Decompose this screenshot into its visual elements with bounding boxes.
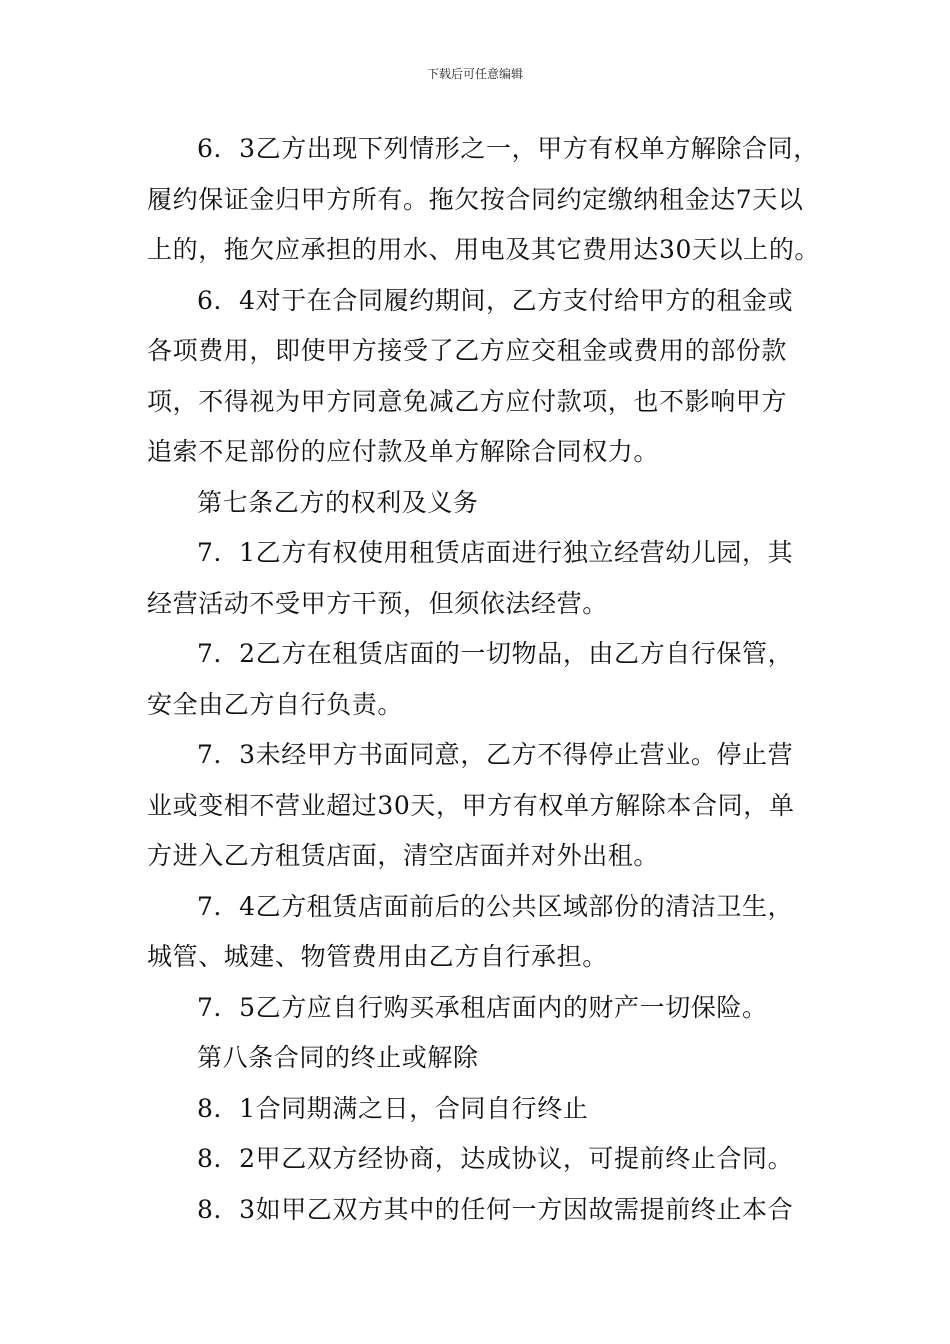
document-body xyxy=(147,124,821,1235)
text-line: 追索不足部份的应付款及单方解除合同权力。 xyxy=(147,437,660,466)
paragraph-8-1 xyxy=(147,1084,812,1135)
text-line: 8．3如甲乙双方其中的任何一方因故需提前终止本合 xyxy=(197,1194,794,1224)
paragraph-7-4 xyxy=(147,882,812,983)
text-line: 7．5乙方应自行购买承租店面内的财产一切保险。 xyxy=(197,992,768,1022)
paragraph-8-3 xyxy=(147,1185,812,1236)
paragraph-7-5 xyxy=(147,983,812,1034)
text-line: 各项费用，即使甲方接受了乙方应交租金或费用的部份款 xyxy=(147,336,788,365)
page-header: 下载后可任意编辑 xyxy=(426,67,523,81)
text-line: 7．1乙方有权使用租赁店面进行独立经营幼儿园，其 xyxy=(197,538,794,567)
text-line: 经营活动不受甲方干预，但须依法经营。 xyxy=(147,588,608,618)
section-heading-article-7 xyxy=(147,478,812,529)
paragraph-6-4 xyxy=(147,276,812,478)
text-line: 第七条乙方的权利及义务 xyxy=(197,487,479,517)
section-heading-article-8 xyxy=(147,1033,812,1084)
text-line: 7．4乙方租赁店面前后的公共区域部份的清洁卫生， xyxy=(197,891,794,921)
text-line: 业或变相不营业超过30天，甲方有权单方解除本合同，单 xyxy=(147,790,795,820)
text-line: 城管、城建、物管费用由乙方自行承担。 xyxy=(147,942,608,971)
text-line: 8．2甲乙双方经协商，达成协议，可提前终止合同。 xyxy=(197,1144,794,1173)
text-line: 履约保证金归甲方所有。拖欠按合同约定缴纳租金达7天以 xyxy=(147,184,804,214)
text-line: 8．1合同期满之日，合同自行终止 xyxy=(197,1093,589,1123)
text-line: 6．4对于在合同履约期间，乙方支付给甲方的租金或 xyxy=(197,285,794,315)
paragraph-6-3 xyxy=(147,124,821,276)
text-line: 项，不得视为甲方同意免减乙方应付款项，也不影响甲方 xyxy=(147,386,788,416)
text-line: 方进入乙方租赁店面，清空店面并对外出租。 xyxy=(147,841,660,870)
text-line: 7．3未经甲方书面同意，乙方不得停止营业。停止营 xyxy=(197,740,794,769)
text-line: 7．2乙方在租赁店面的一切物品，由乙方自行保管， xyxy=(197,639,794,668)
paragraph-7-3 xyxy=(147,730,812,882)
text-line: 安全由乙方自行负责。 xyxy=(147,689,404,719)
paragraph-8-2 xyxy=(147,1134,812,1185)
text-line: 第八条合同的终止或解除 xyxy=(197,1043,479,1072)
paragraph-7-2 xyxy=(147,629,812,730)
paragraph-7-1 xyxy=(147,528,812,629)
text-line: 上的，拖欠应承担的用水、用电及其它费用达30天以上的。 xyxy=(147,235,821,264)
text-line: 6．3乙方出现下列情形之一，甲方有权单方解除合同， xyxy=(197,134,819,163)
